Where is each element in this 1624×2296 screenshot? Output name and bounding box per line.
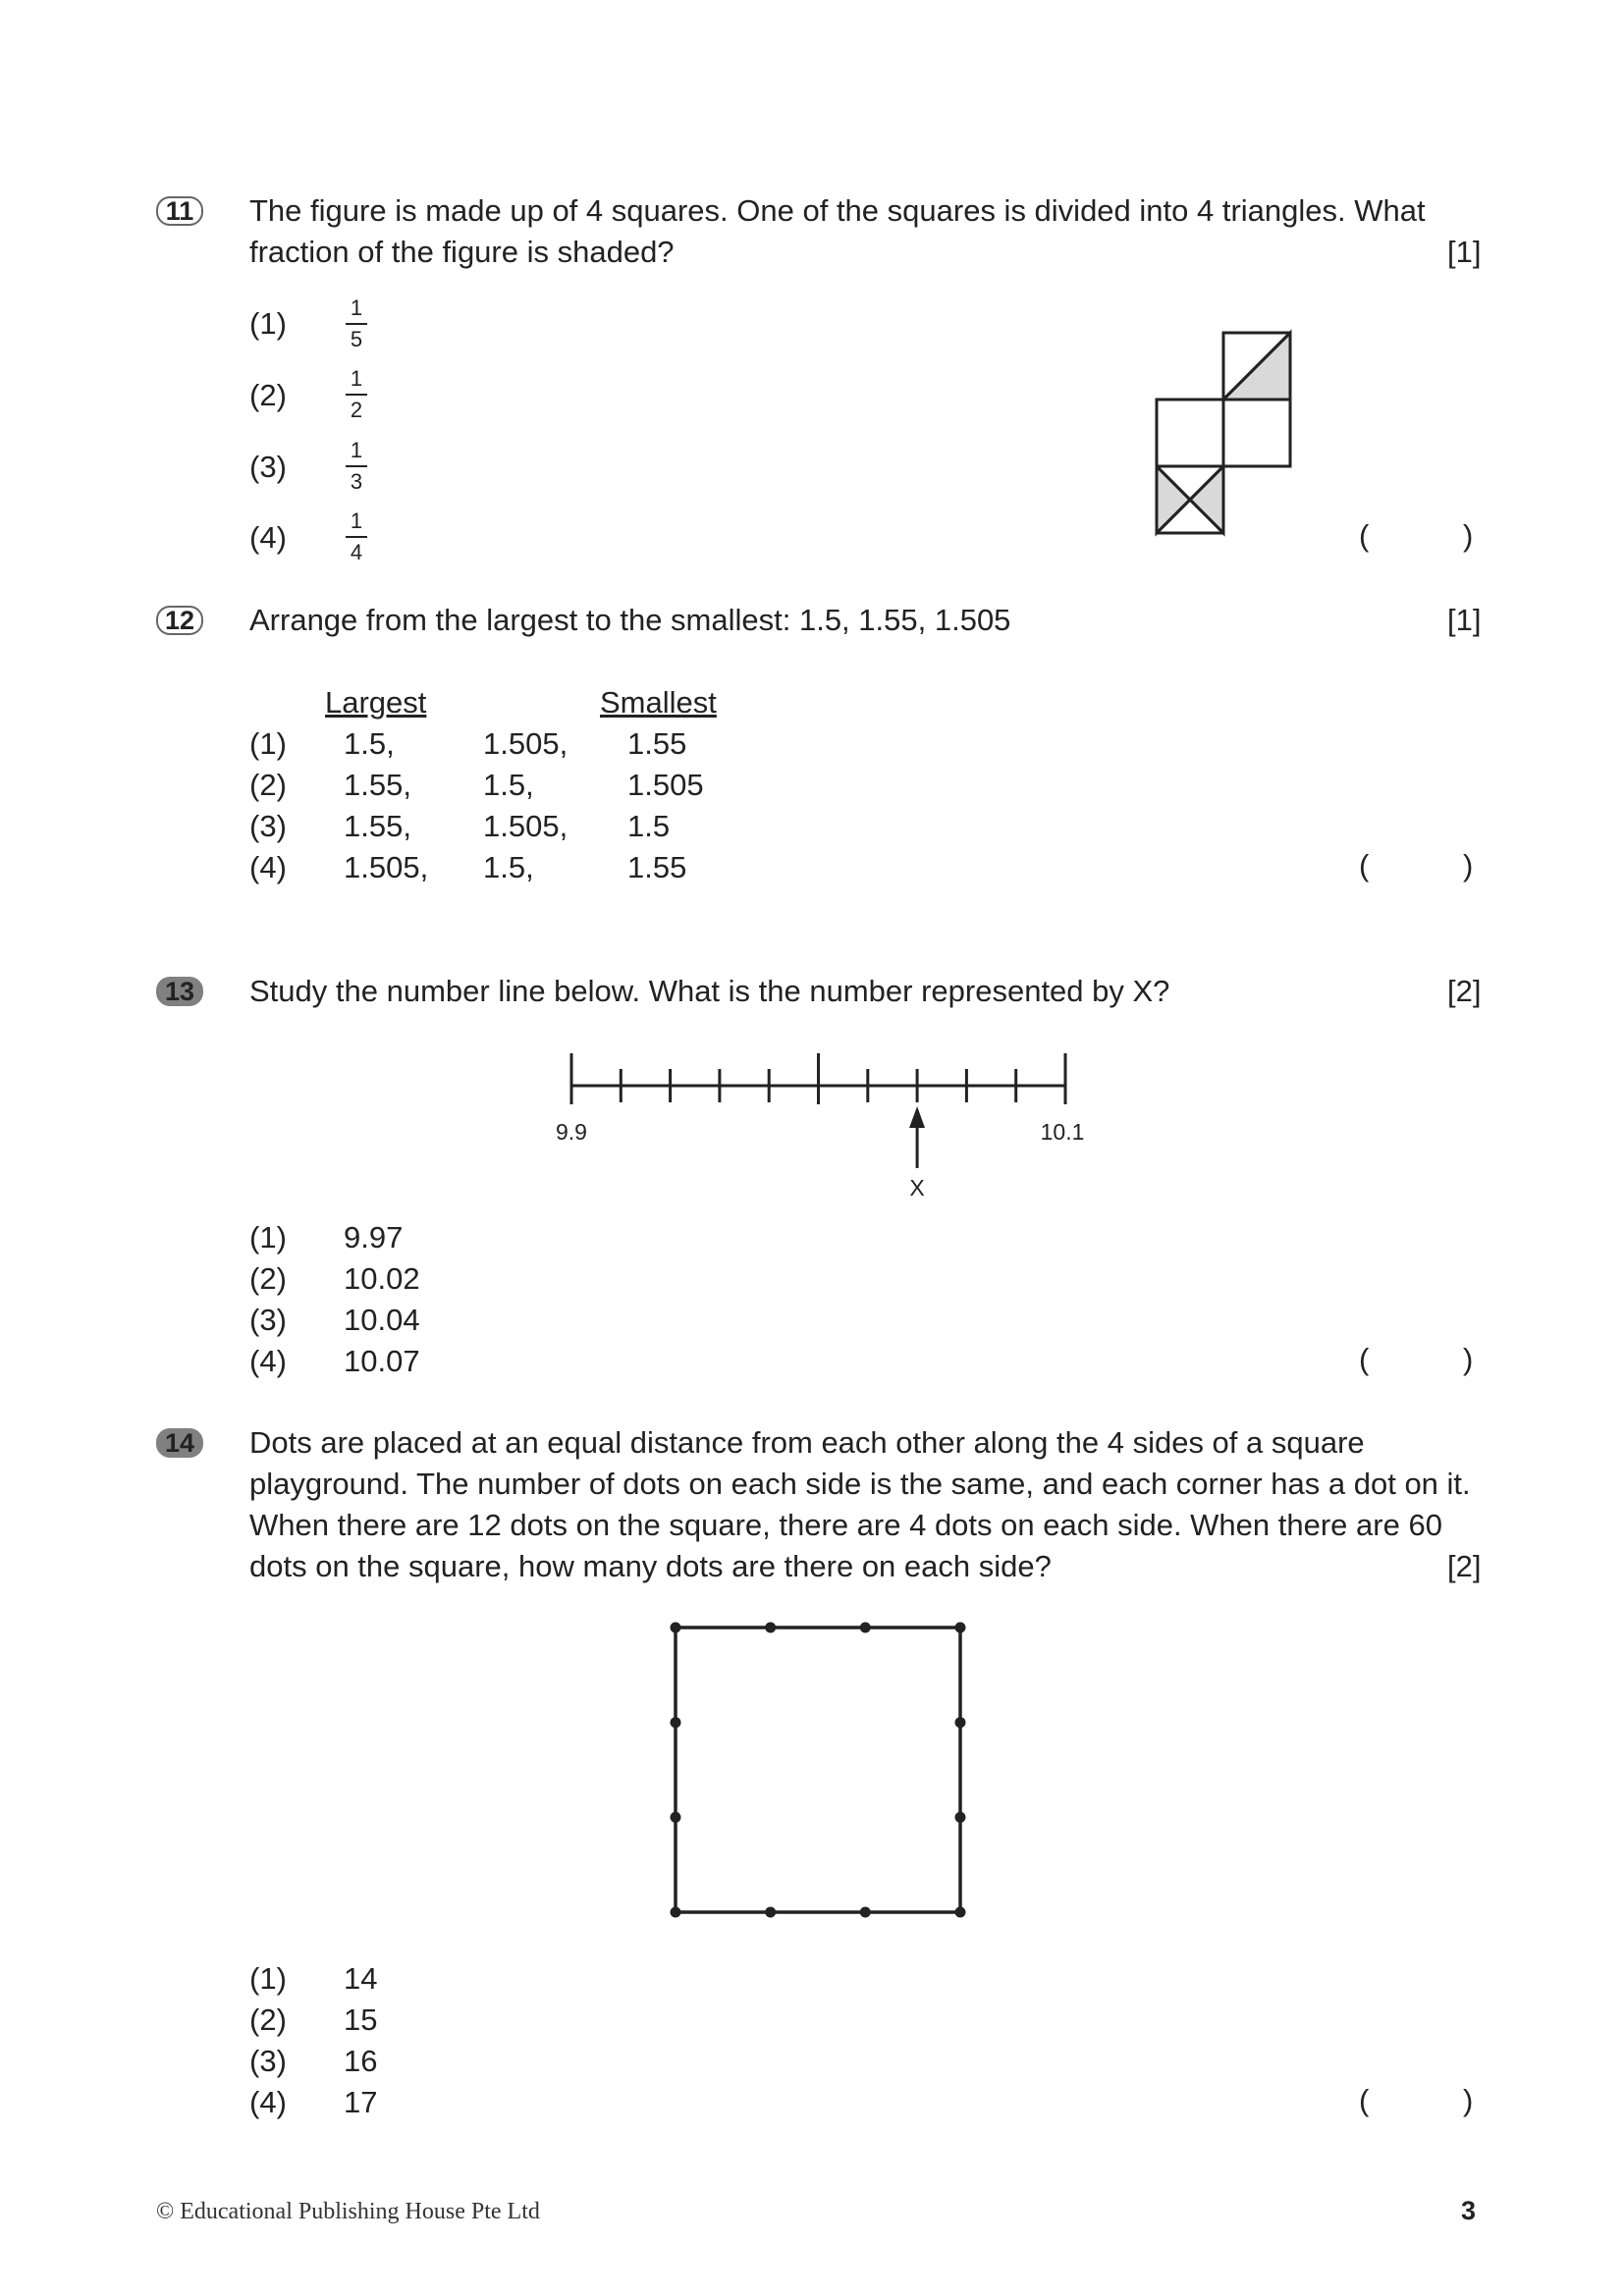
fraction-bar bbox=[346, 323, 367, 325]
option-fraction bbox=[346, 367, 367, 422]
numerator: 1 bbox=[350, 295, 363, 320]
option-value: 1.55, bbox=[344, 768, 411, 802]
option-label: (3) bbox=[249, 2044, 287, 2078]
option-value: 1.505 bbox=[627, 768, 704, 802]
option-value: 1.5, bbox=[344, 726, 395, 761]
dot bbox=[671, 1623, 681, 1633]
option-label: (4) bbox=[249, 520, 287, 555]
marker-arrow-head bbox=[909, 1106, 925, 1128]
marks-label: [2] bbox=[1447, 974, 1482, 1008]
answer-bracket-open[interactable]: ( bbox=[1359, 1342, 1370, 1376]
option-label: (3) bbox=[249, 1303, 287, 1337]
numerator: 1 bbox=[350, 438, 363, 462]
question-text-line: The figure is made up of 4 squares. One of the squares is divided into 4 triangles. What bbox=[249, 193, 1426, 228]
dot bbox=[671, 1717, 681, 1728]
fraction-bar bbox=[346, 394, 367, 396]
option-value: 1.505, bbox=[483, 809, 568, 843]
question-text-line: playground. The number of dots on each side is the same, and each corner has a dot on it. bbox=[249, 1467, 1471, 1501]
option-value: 1.5, bbox=[483, 850, 534, 884]
dot bbox=[671, 1812, 681, 1823]
question-number-badge: 14 bbox=[156, 1428, 203, 1458]
numerator: 1 bbox=[350, 366, 363, 391]
option-value: 10.04 bbox=[344, 1303, 420, 1337]
dot bbox=[860, 1623, 871, 1633]
option-label: (2) bbox=[249, 378, 287, 412]
shaded-triangle bbox=[1157, 466, 1190, 533]
denominator: 2 bbox=[350, 398, 363, 422]
marks-label: [1] bbox=[1447, 603, 1482, 637]
marker-label: X bbox=[909, 1175, 925, 1201]
answer-bracket-close[interactable]: ) bbox=[1463, 848, 1474, 882]
option-value: 1.505, bbox=[483, 726, 568, 761]
option-label: (1) bbox=[249, 306, 287, 341]
fraction-bar bbox=[346, 465, 367, 467]
option-value: 15 bbox=[344, 2002, 378, 2037]
option-label: (4) bbox=[249, 2085, 287, 2119]
dot bbox=[765, 1907, 776, 1918]
dot bbox=[955, 1812, 966, 1823]
question-number-badge: 11 bbox=[156, 196, 203, 226]
option-value: 17 bbox=[344, 2085, 378, 2119]
dot bbox=[955, 1623, 966, 1633]
answer-bracket-open[interactable]: ( bbox=[1359, 518, 1370, 553]
end-label: 10.1 bbox=[1040, 1119, 1085, 1145]
option-label: (4) bbox=[249, 850, 287, 884]
dotted-square-figure bbox=[658, 1610, 972, 1924]
answer-bracket-close[interactable]: ) bbox=[1463, 518, 1474, 553]
option-label: (2) bbox=[249, 2002, 287, 2037]
fraction-bar bbox=[346, 536, 367, 538]
answer-bracket-open[interactable]: ( bbox=[1359, 2083, 1370, 2117]
denominator: 3 bbox=[350, 469, 363, 494]
question-text-line: When there are 12 dots on the square, there are 4 dots on each side. When there are 60 bbox=[249, 1508, 1442, 1542]
shaded-triangle bbox=[1190, 466, 1223, 533]
option-label: (1) bbox=[249, 1961, 287, 1996]
option-label: (3) bbox=[249, 809, 287, 843]
option-value: 1.55, bbox=[344, 809, 411, 843]
denominator: 4 bbox=[350, 540, 363, 564]
option-value: 1.5 bbox=[627, 809, 671, 843]
column-header-largest: Largest bbox=[325, 685, 427, 720]
dot bbox=[955, 1907, 966, 1918]
option-value: 10.07 bbox=[344, 1344, 420, 1378]
option-value: 10.02 bbox=[344, 1261, 420, 1296]
denominator: 5 bbox=[350, 327, 363, 351]
dot bbox=[671, 1907, 681, 1918]
answer-bracket-open[interactable]: ( bbox=[1359, 848, 1370, 882]
option-label: (2) bbox=[249, 768, 287, 802]
option-value: 1.55 bbox=[627, 850, 687, 884]
column-header-smallest: Smallest bbox=[600, 685, 717, 720]
option-fraction bbox=[346, 296, 367, 351]
copyright-footer: © Educational Publishing House Pte Ltd bbox=[156, 2199, 540, 2224]
middle-right-square bbox=[1223, 400, 1290, 466]
question-text-line: Dots are placed at an equal distance from each other along the 4 sides of a square bbox=[249, 1425, 1365, 1460]
number-line bbox=[550, 1045, 1100, 1212]
square-figure bbox=[1149, 329, 1296, 540]
question-text: Study the number line below. What is the number represented by X? bbox=[249, 974, 1170, 1008]
answer-bracket-close[interactable]: ) bbox=[1463, 2083, 1474, 2117]
option-value: 1.5, bbox=[483, 768, 534, 802]
option-label: (4) bbox=[249, 1344, 287, 1378]
option-value: 1.55 bbox=[627, 726, 687, 761]
option-value: 16 bbox=[344, 2044, 378, 2078]
start-label: 9.9 bbox=[556, 1119, 587, 1145]
option-label: (1) bbox=[249, 1220, 287, 1255]
dot bbox=[955, 1717, 966, 1728]
marks-label: [2] bbox=[1447, 1549, 1482, 1583]
question-number-badge: 13 bbox=[156, 977, 203, 1006]
numerator: 1 bbox=[350, 508, 363, 533]
dot bbox=[765, 1623, 776, 1633]
dot bbox=[860, 1907, 871, 1918]
question-text-line: fraction of the figure is shaded? bbox=[249, 235, 675, 269]
option-label: (1) bbox=[249, 726, 287, 761]
option-label: (2) bbox=[249, 1261, 287, 1296]
answer-bracket-close[interactable]: ) bbox=[1463, 1342, 1474, 1376]
middle-left-square bbox=[1157, 400, 1223, 466]
question-text: Arrange from the largest to the smallest: 1.5, 1.55, 1.505 bbox=[249, 603, 1011, 637]
option-value: 9.97 bbox=[344, 1220, 404, 1255]
option-value: 14 bbox=[344, 1961, 378, 1996]
option-fraction bbox=[346, 439, 367, 494]
question-number-badge: 12 bbox=[156, 606, 203, 635]
option-fraction bbox=[346, 509, 367, 564]
option-label: (3) bbox=[249, 450, 287, 484]
question-text-line: dots on the square, how many dots are there on each side? bbox=[249, 1549, 1052, 1583]
square-outline bbox=[676, 1628, 960, 1912]
option-value: 1.505, bbox=[344, 850, 429, 884]
marks-label: [1] bbox=[1447, 235, 1482, 269]
page-number: 3 bbox=[1461, 2196, 1477, 2225]
